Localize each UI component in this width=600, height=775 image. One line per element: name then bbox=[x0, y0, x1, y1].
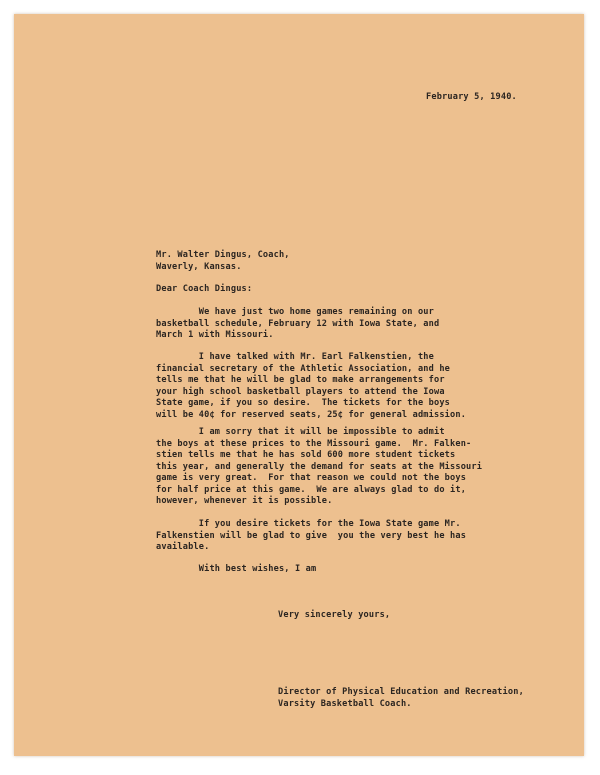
paragraph-missouri: I am sorry that it will be impossible to admit the boys at these prices to the Missouri game. Mr. Falken- stien tells me that he has sold 600 more student tickets this year, and generally the demand for seats at the Missouri game is very great. For that reason we could not the boys for half price at this game. We are always glad to do it, however, whenever it is possible. bbox=[156, 427, 483, 506]
paragraph-tickets: I have talked with Mr. Earl Falkenstien, the financial secretary of the Athletic Association, and he tells me that he will be glad to make arrangements for your high school basketball players to attend the Iowa State game, if you so desire. The tickets for the boys will be 40¢ for reserved seats, 25¢ for general admission. bbox=[156, 352, 467, 420]
recipient-location: Waverly, Kansas. bbox=[156, 262, 242, 272]
paragraph-schedule: We have just two home games remaining on our basketball schedule, February 12 with Iowa State, and March 1 with Missouri. bbox=[156, 307, 440, 340]
closing: Very sincerely yours, bbox=[278, 610, 391, 620]
letter-date: February 5, 1940. bbox=[426, 92, 517, 102]
letter-page bbox=[14, 14, 584, 756]
paragraph-wishes: With best wishes, I am bbox=[156, 564, 317, 574]
signature-role: Varsity Basketball Coach. bbox=[278, 699, 412, 709]
salutation: Dear Coach Dingus: bbox=[156, 284, 253, 294]
recipient-name: Mr. Walter Dingus, Coach, bbox=[156, 250, 290, 260]
signature-title: Director of Physical Education and Recreation, bbox=[278, 687, 524, 697]
paragraph-iowa-state: If you desire tickets for the Iowa State game Mr. Falkenstien will be glad to give you the very best he has available. bbox=[156, 519, 467, 552]
